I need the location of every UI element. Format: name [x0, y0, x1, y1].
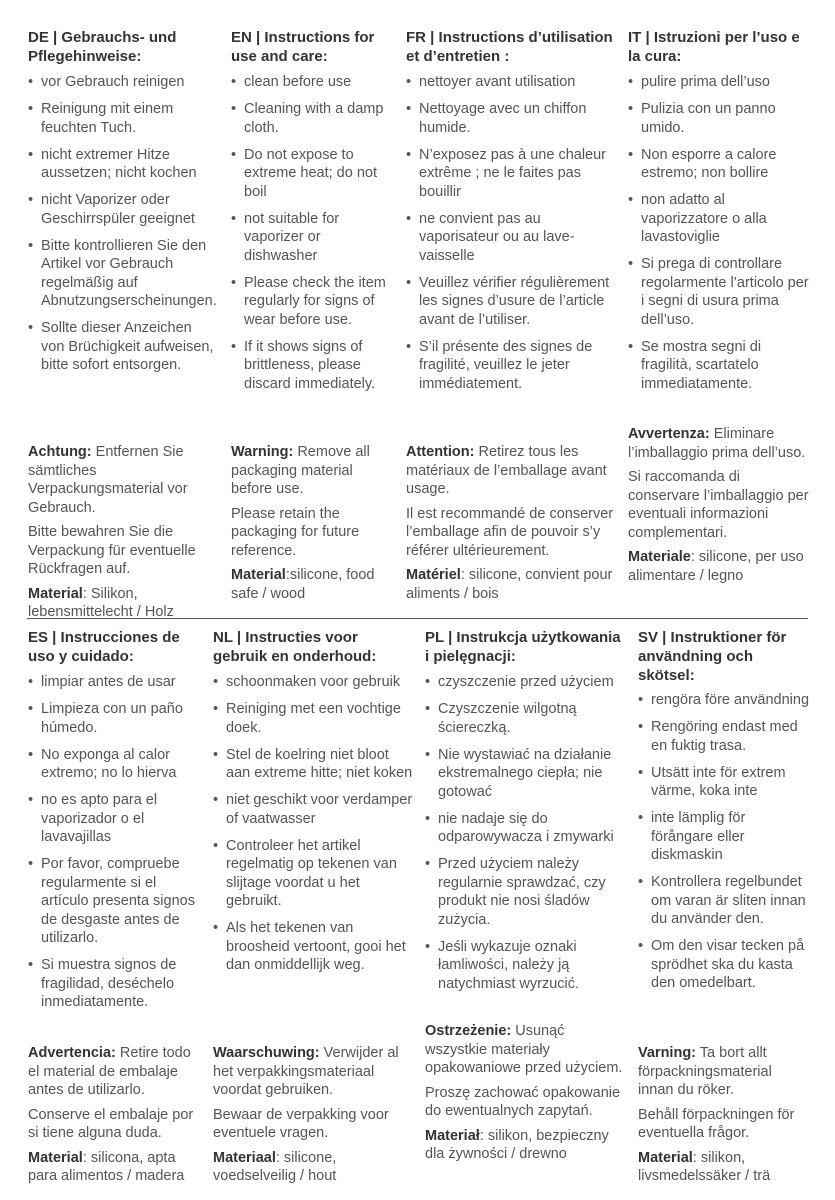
section-es: [28, 628, 200, 1194]
material-label: Matériel: [406, 567, 461, 583]
list-item: • Czyszczenie wilgotną ściereczką.: [425, 700, 625, 737]
warning-label: Warning:: [231, 444, 294, 460]
list-item: • non adatto al vaporizzatore o alla lavastoviglie: [628, 191, 810, 247]
list-item: • clean before use: [231, 73, 393, 92]
section-heading: EN | Instructions for use and care:: [231, 29, 375, 65]
retain-paragraph: Bitte bewahren Sie die Verpackung für eventuelle Rückfragen auf.: [28, 524, 196, 577]
list-item: • No exponga al calor extremo; no lo hierva: [28, 746, 200, 783]
warning-paragraph: [628, 425, 810, 462]
warning-label: Ostrzeżenie:: [425, 1023, 512, 1039]
material-paragraph: [628, 548, 810, 585]
material-paragraph: [638, 1149, 810, 1186]
warning-paragraph: [638, 1044, 810, 1100]
list-item: • Bitte kontrollieren Sie den Artikel vor Gebrauch regelmäßig auf Abnutzungserscheinungen.: [28, 237, 218, 311]
material-paragraph: [28, 1149, 200, 1186]
section-en: [231, 28, 393, 608]
material-text: : Silikon, lebensmittelecht / Holz: [28, 585, 174, 620]
list-item: • Veuillez vérifier régulièrement les signes d’usure de l’article avant de l’utiliser.: [406, 274, 618, 330]
section-sv: [638, 628, 810, 1194]
list-item: • Przed użyciem należy regularnie sprawdzać, czy produkt nie nosi śladów zużycia.: [425, 855, 625, 929]
material-paragraph: [213, 1149, 413, 1186]
list-item: • Stel de koelring niet bloot aan extreme hitte; niet koken: [213, 746, 413, 783]
care-bullet-list: [213, 673, 413, 983]
material-text: : silicone, convient pour aliments / bois: [406, 567, 613, 602]
care-bullet-list: [231, 73, 393, 402]
material-label: Materiaal: [213, 1149, 276, 1166]
list-item: • Non esporre a calore estremo; non bollire: [628, 146, 810, 183]
list-item: • N’exposez pas à une chaleur extrême ; ne le faites pas bouillir: [406, 146, 618, 202]
material-label: Material: [638, 1149, 693, 1166]
list-item: • vor Gebrauch reinigen: [28, 73, 218, 92]
warning-text: Eliminare l’imballaggio prima dell’uso.: [628, 426, 806, 461]
warning-text: Ta bort allt förpackningsmaterial innan du röker.: [638, 1045, 772, 1098]
section-nl: [213, 628, 413, 1194]
list-item: • Sollte dieser Anzeichen von Brüchigkeit aufweisen, bitte sofort entsorgen.: [28, 319, 218, 375]
list-item: • niet geschikt voor verdamper of vaatwasser: [213, 791, 413, 828]
warning-block: [28, 443, 218, 628]
list-item: • nettoyer avant utilisation: [406, 73, 618, 92]
warning-block: [406, 443, 618, 609]
section-heading: FR | Instructions d’utilisation et d’entretien :: [406, 29, 613, 65]
list-item: • inte lämplig för förångare eller diskmaskin: [638, 809, 810, 865]
warning-label: Advertencia:: [28, 1045, 116, 1061]
list-item: • ne convient pas au vaporisateur ou au lave-vaisselle: [406, 210, 618, 266]
list-item: • Reiniging met een vochtige doek.: [213, 700, 413, 737]
warning-text: Retirez tous les matériaux de l’emballage avant usage.: [406, 444, 607, 497]
warning-text: Remove all packaging material before use.: [231, 444, 370, 497]
warning-block: [628, 425, 810, 591]
warning-text: Usunąć wszystkie materiały opakowaniowe przed użyciem.: [425, 1023, 623, 1076]
section-heading: PL | Instrukcja użytkowania i pielęgnacji:: [425, 629, 621, 665]
retain-paragraph: Please retain the packaging for future reference.: [231, 505, 360, 559]
material-paragraph: [28, 585, 218, 622]
list-item: • Por favor, compruebe regularmente si el artículo presenta signos de desgaste antes de utilizarlo.: [28, 855, 200, 948]
list-item: • Pulizia con un panno umido.: [628, 100, 810, 137]
list-item: • Kontrollera regelbundet om varan är sliten innan du använder den.: [638, 873, 810, 929]
warning-paragraph: [28, 443, 218, 517]
warning-paragraph: [28, 1044, 200, 1100]
list-item: • pulire prima dell’uso: [628, 73, 810, 92]
list-item: • Cleaning with a damp cloth.: [231, 100, 393, 137]
warning-label: Attention:: [406, 444, 475, 460]
material-text: : silicona, apta para alimentos / madera: [28, 1149, 185, 1184]
warning-paragraph: [213, 1044, 413, 1100]
warning-block: [425, 1022, 625, 1170]
retain-paragraph: Il est recommandé de conserver l’emballage afin de pouvoir s’y référer ultérieurement.: [406, 505, 614, 559]
material-label: Material: [231, 567, 286, 583]
material-paragraph: [231, 566, 393, 603]
list-item: • Utsätt inte för extrem värme, koka inte: [638, 764, 810, 801]
list-item: • Om den visar tecken på sprödhet ska du kasta den omedelbart.: [638, 937, 810, 993]
warning-block: [28, 1044, 200, 1192]
list-item: • limpiar antes de usar: [28, 673, 200, 692]
list-item: • Please check the item regularly for signs of wear before use.: [231, 274, 393, 330]
list-item: • no es apto para el vaporizador o el lavavajillas: [28, 791, 200, 847]
care-bullet-list: [28, 73, 218, 383]
care-bullet-list: [638, 691, 810, 1001]
warning-paragraph: [406, 443, 618, 499]
list-item: • nicht extremer Hitze aussetzen; nicht kochen: [28, 146, 218, 183]
list-item: • Reinigung mit einem feuchten Tuch.: [28, 100, 218, 137]
material-text: : silicone, per uso alimentare / legno: [628, 549, 804, 584]
list-item: • Do not expose to extreme heat; do not boil: [231, 146, 393, 202]
warning-block: [213, 1044, 413, 1192]
warning-text: Entfernen Sie sämtliches Verpackungsmaterial vor Gebrauch.: [28, 444, 188, 516]
care-bullet-list: [28, 673, 200, 1020]
retain-paragraph: Conserve el embalaje por si tiene alguna duda.: [28, 1106, 194, 1141]
care-bullet-list: [628, 73, 810, 402]
section-heading: SV | Instruktioner för användning och skötsel:: [638, 629, 787, 684]
list-item: • Rengöring endast med en fuktig trasa.: [638, 718, 810, 755]
list-item: • Als het tekenen van broosheid vertoont, gooi het dan onmiddellijk weg.: [213, 919, 413, 975]
list-item: • Jeśli wykazuje oznaki łamliwości, należy ją natychmiast wyrzucić.: [425, 938, 625, 994]
list-item: • czyszczenie przed użyciem: [425, 673, 625, 692]
list-item: • schoonmaken voor gebruik: [213, 673, 413, 692]
material-label: Materiale: [628, 549, 691, 565]
warning-paragraph: [425, 1022, 625, 1078]
list-item: • Si prega di controllare regolarmente l’articolo per i segni di usura prima dell’uso.: [628, 255, 810, 329]
care-bullet-list: [425, 673, 625, 1002]
material-text: :silicone, food safe / wood: [231, 567, 375, 602]
material-label: Material: [28, 585, 83, 602]
list-item: • rengöra före användning: [638, 691, 810, 710]
section-divider: [27, 618, 808, 619]
list-item: • nie nadaje się do odparowywacza i zmywarki: [425, 810, 625, 847]
list-item: • nicht Vaporizer oder Geschirrspüler geeignet: [28, 191, 218, 228]
retain-paragraph: Bewaar de verpakking voor eventuele vragen.: [213, 1106, 389, 1141]
warning-paragraph: [231, 443, 393, 499]
list-item: • Limpieza con un paño húmedo.: [28, 700, 200, 737]
list-item: • S’il présente des signes de fragilité, veuillez le jeter immédiatement.: [406, 338, 618, 394]
warning-text: Verwijder al het verpakkingsmateriaal voordat gebruiken.: [213, 1045, 399, 1098]
list-item: • Nettoyage avec un chiffon humide.: [406, 100, 618, 137]
section-heading: IT | Istruzioni per l’uso e la cura:: [628, 29, 800, 65]
section-fr: [406, 28, 618, 608]
warning-label: Varning:: [638, 1045, 697, 1061]
section-heading: ES | Instrucciones de uso y cuidado:: [28, 629, 180, 665]
material-paragraph: [425, 1127, 625, 1164]
material-text: : silikon, livsmedelssäker / trä: [638, 1149, 771, 1184]
list-item: • not suitable for vaporizer or dishwasher: [231, 210, 393, 266]
section-it: [628, 28, 810, 608]
section-de: [28, 28, 218, 620]
section-pl: [425, 628, 625, 1194]
material-paragraph: [406, 566, 618, 603]
warning-label: Waarschuwing:: [213, 1045, 320, 1061]
list-item: • Si muestra signos de fragilidad, deséchelo inmediatamente.: [28, 956, 200, 1012]
list-item: • Se mostra segni di fragilità, scartatelo immediatamente.: [628, 338, 810, 394]
retain-paragraph: Proszę zachować opakowanie do ewentualnych zapytań.: [425, 1084, 621, 1119]
warning-label: Achtung:: [28, 444, 92, 460]
warning-label: Avvertenza:: [628, 426, 710, 442]
retain-paragraph: Behåll förpackningen för eventuella frågor.: [638, 1106, 795, 1141]
care-bullet-list: [406, 73, 618, 402]
material-label: Material: [28, 1149, 83, 1166]
retain-paragraph: Si raccomanda di conservare l’imballaggio per eventuali informazioni complementari.: [628, 469, 809, 541]
section-heading: NL | Instructies voor gebruik en onderhoud:: [213, 629, 377, 665]
list-item: • Controleer het artikel regelmatig op tekenen van slijtage voordat u het gebruikt.: [213, 837, 413, 911]
material-label: Materiał: [425, 1127, 480, 1144]
material-text: : silicone, voedselveilig / hout: [213, 1149, 337, 1184]
material-text: : silikon, bezpieczny dla żywności / drewno: [425, 1127, 609, 1162]
section-heading: DE | Gebrauchs- und Pflegehinweise:: [28, 29, 177, 65]
warning-block: [231, 443, 393, 609]
list-item: • Nie wystawiać na działanie ekstremalnego ciepła; nie gotować: [425, 746, 625, 802]
warning-block: [638, 1044, 810, 1192]
warning-text: Retire todo el material de embalaje antes de utilizarlo.: [28, 1045, 191, 1098]
list-item: • If it shows signs of brittleness, please discard immediately.: [231, 338, 393, 394]
